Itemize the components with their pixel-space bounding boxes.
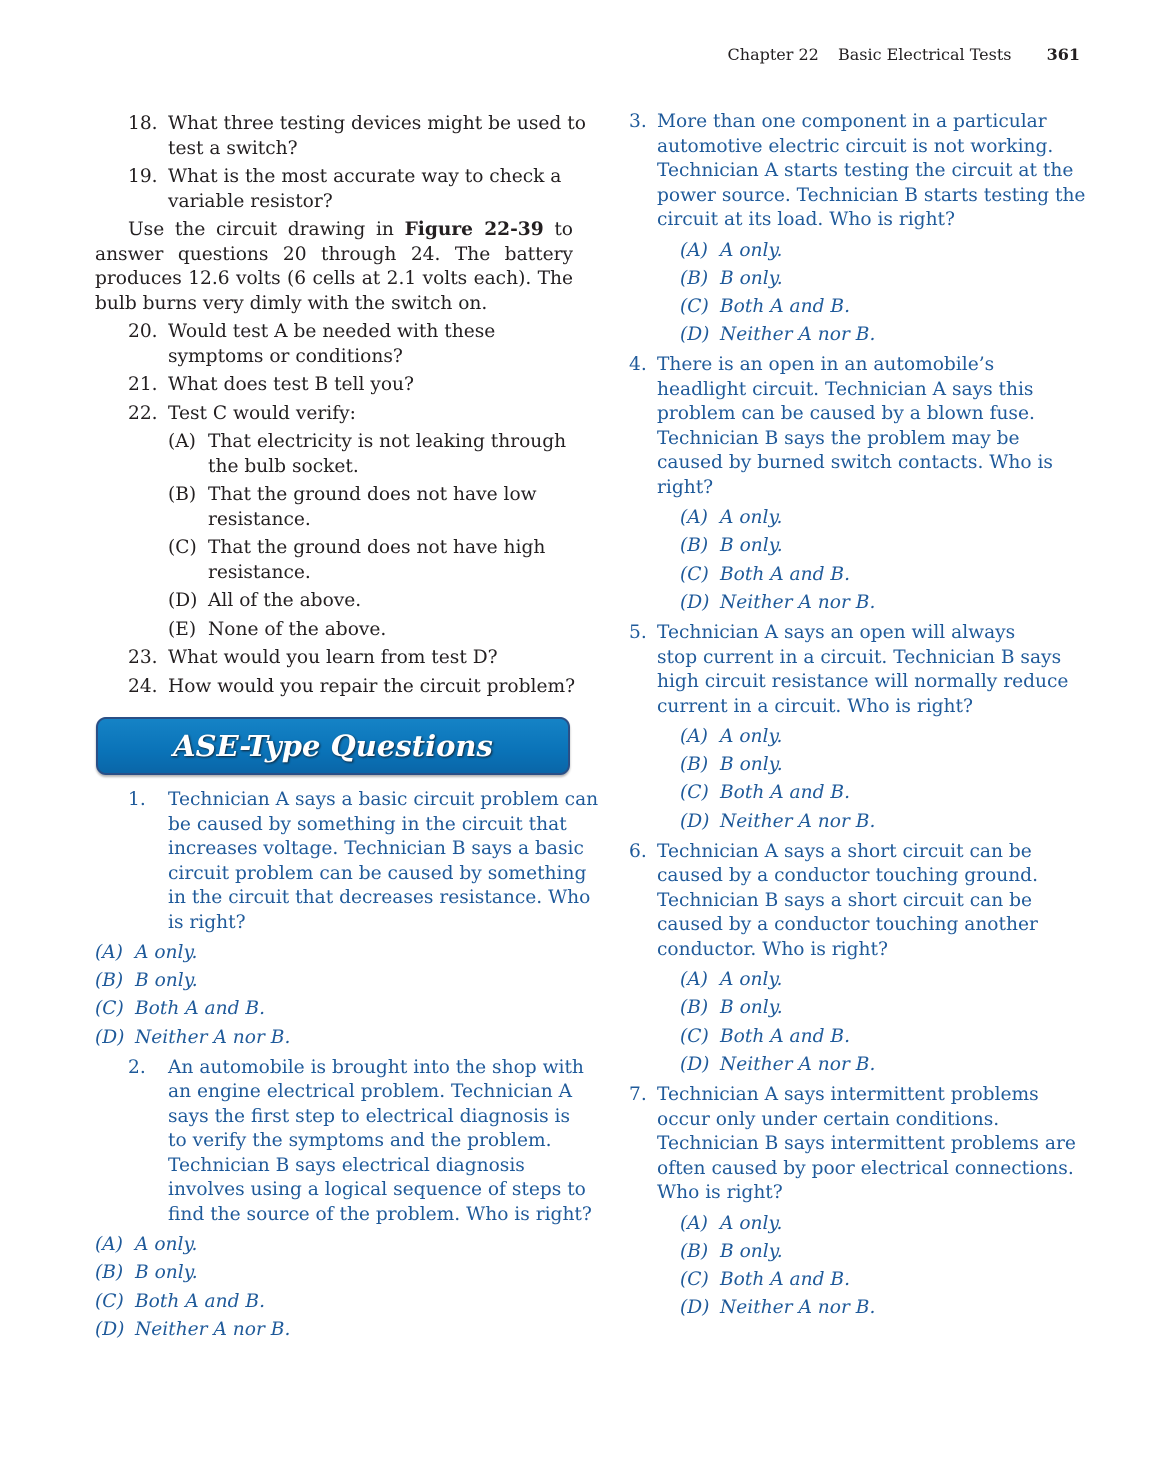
question-text-line: Technician A says intermittent problems (657, 1084, 1039, 1105)
choice-label: (E) (168, 618, 197, 640)
question-text-line: find the source of the problem. Who is right? (168, 1203, 592, 1225)
question-text-line: circuit problem can be caused by something (168, 862, 587, 884)
question-text-line: right? (657, 476, 714, 498)
answer-option (680, 589, 1076, 617)
option-label: (A) (95, 1234, 123, 1256)
option-label: (B) (680, 267, 709, 289)
option-text: B only. (720, 267, 783, 289)
answer-option (680, 994, 1076, 1022)
question-item (95, 112, 586, 161)
answer-option (680, 1023, 1076, 1051)
question-item (626, 353, 1076, 500)
question-text-line: conductor. Who is right? (657, 938, 888, 960)
option-label: (B) (95, 1262, 124, 1284)
option-label: (C) (680, 782, 709, 804)
question-text-line: headlight circuit. Technician A says this (657, 378, 1034, 400)
answer-options (680, 504, 1076, 617)
question-text-line: be caused by something in the circuit that (168, 813, 567, 835)
instructions-line: bulb burns very dimly with the switch on. (95, 292, 488, 314)
question-text-line: There is an open in an automobile’s (657, 354, 995, 376)
question-item (626, 840, 1076, 963)
question-text-line: to verify the symptoms and the problem. (168, 1130, 552, 1152)
instructions-line: answer questions 20 through 24. The battery (95, 243, 573, 265)
answer-option (680, 808, 1076, 836)
answer-choice (95, 618, 573, 643)
choice-text-line: None of the above. (208, 618, 387, 640)
question-text-line: says the first step to electrical diagnosis is (168, 1105, 571, 1127)
question-text-line: Would test A be needed with these (168, 321, 496, 342)
option-label: (B) (680, 535, 709, 557)
option-label: (A) (680, 726, 708, 747)
option-label: (B) (680, 997, 709, 1019)
question-item (95, 165, 573, 214)
question-text-line: Technician B says a short circuit can be (657, 889, 1032, 911)
question-text-line: variable resistor? (168, 190, 333, 212)
figure-reference: Figure 22-39 (404, 219, 544, 240)
choice-text-line: resistance. (208, 561, 311, 583)
answer-option (680, 321, 1076, 349)
option-text: Both A and B. (720, 1268, 851, 1290)
choice-text-line: That the ground does not have low (208, 484, 537, 505)
answer-option (95, 1316, 573, 1344)
option-text: B only. (720, 997, 783, 1019)
question-number: 2. (128, 1056, 146, 1078)
option-text: Both A and B. (720, 782, 851, 804)
question-number: 22. (128, 402, 158, 424)
option-label: (C) (680, 295, 709, 317)
question-text-line: stop current in a circuit. Technician B says (657, 646, 1062, 668)
question-text-line: power source. Technician B starts testing the (657, 184, 1086, 206)
option-label: (D) (680, 324, 710, 346)
option-text: Both A and B. (135, 1290, 266, 1312)
choice-label: (B) (168, 484, 197, 505)
option-label: (C) (680, 1268, 709, 1290)
page-number: 361 (1046, 45, 1080, 64)
answer-options (680, 1210, 1076, 1323)
choice-text-line: That the ground does not have high (208, 537, 546, 558)
answer-choice (95, 536, 573, 585)
answer-options (680, 723, 1076, 836)
answer-option (680, 237, 1076, 265)
option-text: Neither A nor B. (720, 1297, 876, 1319)
instructions-paragraph (95, 218, 573, 316)
answer-options (95, 939, 573, 1052)
chapter-title: Basic Electrical Tests (837, 45, 1012, 64)
choice-text-line: resistance. (208, 508, 311, 530)
question-number: 3. (629, 111, 647, 132)
option-label: (B) (95, 970, 124, 992)
option-text: Both A and B. (720, 563, 851, 585)
choice-label: (A) (168, 431, 196, 452)
option-text: B only. (720, 754, 783, 776)
answer-option (680, 751, 1076, 779)
question-text-line: Test C would verify: (168, 402, 356, 424)
question-number: 19. (128, 166, 158, 187)
answer-option (95, 1231, 573, 1259)
question-text-line: Technician A says an open will always (657, 622, 1016, 643)
option-label: (C) (680, 1025, 709, 1047)
option-label: (D) (680, 810, 710, 832)
answer-option (680, 1238, 1076, 1266)
question-item (95, 373, 573, 398)
question-text-line: caused by a conductor touching ground. (657, 865, 1038, 887)
instructions-text: Use the circuit drawing in (128, 219, 405, 240)
answer-option (95, 967, 573, 995)
question-text-line: often caused by poor electrical connections. (657, 1157, 1074, 1179)
option-label: (B) (680, 1240, 709, 1262)
answer-option (680, 504, 1076, 532)
option-text: Neither A nor B. (135, 1318, 291, 1340)
option-label: (A) (680, 507, 708, 529)
question-number: 18. (128, 113, 158, 134)
answer-option (680, 966, 1076, 994)
option-text: B only. (720, 535, 783, 557)
option-label: (B) (680, 754, 709, 776)
ase-left-column (95, 788, 599, 1348)
option-text: Both A and B. (720, 295, 851, 317)
answer-option (95, 1259, 573, 1287)
question-text-line: an engine electrical problem. Technician A (168, 1081, 573, 1103)
option-text: B only. (720, 1240, 783, 1262)
option-text: A only. (720, 1212, 783, 1234)
question-number: 24. (128, 675, 158, 697)
choice-text-line: the bulb socket. (208, 455, 359, 477)
option-text: Neither A nor B. (720, 1053, 876, 1075)
question-text-line: caused by burned switch contacts. Who is (657, 452, 1053, 474)
answer-option (680, 723, 1076, 751)
choice-text-line: All of the above. (208, 590, 362, 611)
answer-option (680, 532, 1076, 560)
question-text-line: test a switch? (168, 137, 298, 159)
review-questions (95, 112, 586, 699)
choice-label: (C) (168, 537, 197, 558)
question-text-line: in the circuit that decreases resistance. Who (168, 887, 591, 908)
answer-option (680, 1294, 1076, 1322)
question-number: 23. (128, 647, 158, 668)
question-text-line: Technician B says intermittent problems are (657, 1133, 1076, 1154)
option-text: Both A and B. (135, 998, 266, 1020)
option-label: (D) (95, 1318, 125, 1340)
option-label: (A) (95, 942, 123, 963)
answer-option (680, 1266, 1076, 1294)
question-text-line: involves using a logical sequence of steps to (168, 1179, 586, 1201)
answer-choice (95, 483, 573, 532)
question-text-line: Who is right? (657, 1182, 783, 1203)
question-text-line: More than one component in a particular (657, 111, 1047, 132)
option-text: Neither A nor B. (720, 591, 876, 613)
option-text: A only. (720, 726, 783, 747)
option-label: (D) (95, 1026, 125, 1048)
option-text: A only. (720, 969, 783, 991)
left-column (95, 112, 586, 703)
question-item (95, 675, 576, 700)
question-number: 21. (128, 374, 158, 395)
question-text-line: circuit at its load. Who is right? (657, 209, 955, 230)
option-text: Neither A nor B. (720, 810, 876, 832)
answer-option (95, 995, 573, 1023)
question-text-line: How would you repair the circuit problem? (168, 675, 576, 697)
answer-option (680, 265, 1076, 293)
question-number: 4. (629, 354, 647, 376)
option-label: (D) (680, 1297, 710, 1319)
choice-label: (D) (168, 590, 198, 611)
question-text-line: high circuit resistance will normally reduce (657, 671, 1069, 692)
question-number: 5. (629, 622, 647, 643)
question-text-line: problem can be caused by a blown fuse. (657, 403, 1035, 425)
question-item (95, 646, 573, 671)
question-text-line: Technician B says the problem may be (657, 427, 1020, 449)
question-number: 1. (128, 789, 146, 810)
chapter-label: Chapter 22 (727, 45, 819, 64)
answer-option (95, 1024, 573, 1052)
question-text-line: Technician A starts testing the circuit at the (657, 160, 1074, 181)
answer-option (680, 779, 1076, 807)
question-text-line: is right? (168, 911, 246, 933)
answer-options (680, 966, 1076, 1079)
question-text-line: What is the most accurate way to check a (168, 166, 562, 187)
question-text-line: Technician B says electrical diagnosis (168, 1154, 525, 1176)
answer-option (680, 1051, 1076, 1079)
ase-section-banner (96, 717, 570, 775)
ase-section-title: ASE-Type Questions (173, 729, 493, 763)
instructions-text: to (543, 219, 573, 240)
answer-options (680, 237, 1076, 350)
answer-option (680, 293, 1076, 321)
option-label: (D) (680, 1053, 710, 1075)
question-text-line: Technician A says a short circuit can be (657, 840, 1032, 862)
question-text-line: What three testing devices might be used to (168, 113, 586, 134)
question-item (95, 320, 573, 369)
option-text: Both A and B. (720, 1025, 851, 1047)
question-text-line: Technician A says a basic circuit problem can (168, 789, 599, 810)
option-label: (A) (680, 969, 708, 991)
question-text-line: symptoms or conditions? (168, 345, 403, 367)
question-text-line: What does test B tell you? (168, 374, 415, 395)
option-label: (C) (95, 998, 124, 1020)
option-text: A only. (135, 1234, 198, 1256)
option-text: A only. (135, 942, 198, 963)
option-text: B only. (135, 1262, 198, 1284)
option-text: A only. (720, 507, 783, 529)
answer-option (680, 1210, 1076, 1238)
question-text-line: occur only under certain conditions. (657, 1108, 1000, 1130)
option-label: (C) (95, 1290, 124, 1312)
question-item (626, 1083, 1076, 1206)
answer-option (95, 1288, 573, 1316)
answer-choice (95, 589, 573, 614)
question-number: 20. (128, 321, 158, 342)
question-number: 6. (629, 840, 647, 862)
instructions-line: produces 12.6 volts (6 cells at 2.1 volts each). The (95, 268, 573, 289)
question-text-line: current in a circuit. Who is right? (657, 695, 973, 717)
instructions-line (95, 218, 573, 243)
option-label: (D) (680, 591, 710, 613)
question-item (95, 1056, 592, 1228)
right-column (626, 110, 1086, 1326)
answer-option (680, 561, 1076, 589)
question-text-line: increases voltage. Technician B says a basic (168, 838, 584, 859)
question-number: 7. (629, 1084, 647, 1105)
question-text-line: automotive electric circuit is not working. (657, 135, 1054, 157)
running-header (728, 45, 1080, 64)
question-item (626, 621, 1076, 719)
question-text-line: What would you learn from test D? (168, 647, 498, 668)
option-text: A only. (720, 239, 783, 261)
option-label: (A) (680, 239, 708, 261)
question-text-line: caused by a conductor touching another (657, 914, 1038, 936)
question-item (626, 110, 1086, 233)
option-text: B only. (135, 970, 198, 992)
question-item (95, 788, 599, 935)
answer-options (95, 1231, 573, 1344)
question-text-line: An automobile is brought into the shop with (168, 1056, 584, 1078)
answer-choice (95, 430, 573, 479)
option-label: (A) (680, 1212, 708, 1234)
question-item (95, 402, 573, 427)
option-text: Neither A nor B. (720, 324, 876, 346)
option-label: (C) (680, 563, 709, 585)
option-text: Neither A nor B. (135, 1026, 291, 1048)
answer-option (95, 939, 573, 967)
choice-text-line: That electricity is not leaking through (208, 431, 567, 452)
